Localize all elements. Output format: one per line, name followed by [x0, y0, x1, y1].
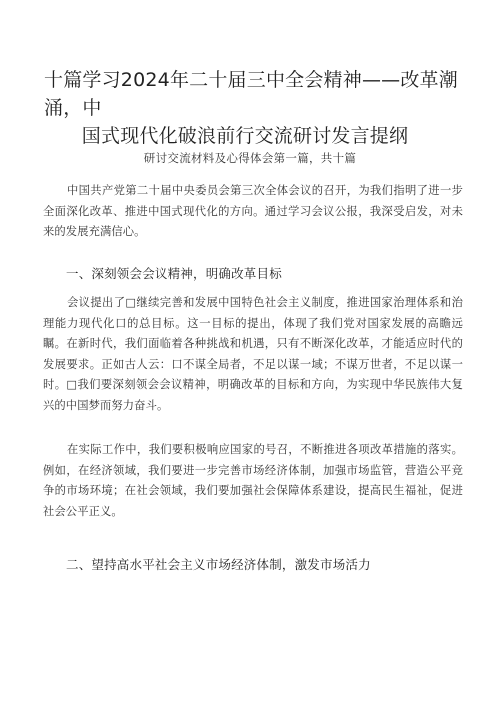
document-title — [40, 66, 470, 150]
title-line-1: 十篇学习2024年二十届三中全会精神——改革潮涌，中 — [44, 69, 458, 119]
section-1-heading: 一、深刻领会会议精神，明确改革目标 — [66, 266, 282, 281]
title-line-2: 国式现代化破浪前行交流研讨发言提纲 — [81, 125, 409, 147]
intro-paragraph: 中国共产党第二十届中央委员会第三次全体会议的召开，为我们指明了进一步全面深化改革、推进中国式现代化的方向。通过学习会议公报，我深受启发，对未来的发展充满信心。 — [43, 184, 463, 238]
section-2-heading: 二、望持高水平社会主义市场经济体制，激发市场活力 — [66, 557, 371, 572]
section-1-paragraph-1: 会议提出了□继续完善和发展中国特色社会主义制度，推进国家治理体系和治理能力现代化口的总目标。这一目标的提出，体现了我们党对国家发展的高瞻远瞩。在新时代，我们面临着各种挑战和机遇，只有不断深化改革，才能适应时代的发展要求。正如古人云：口不谋全局者，不足以谋一域；不谋万世者，不足以谋一时。□我们要深刻领会会议精神，明确改革的目标和方向，为实现中华民族伟大复兴的中国梦而努力奋斗。 — [43, 296, 463, 412]
section-1-paragraph-2: 在实际工作中，我们要积极响应国家的号召，不断推进各项改革措施的落实。例如，在经济领域，我们要进一步完善市场经济体制，加强市场监管，营造公平竞争的市场环境；在社会领域，我们要加强社会保障体系建设，提高民生福祉，促进社会公平正义。 — [43, 443, 463, 518]
document-subtitle: 研讨交流材料及心得体会第一篇，共十篇 — [143, 151, 357, 165]
